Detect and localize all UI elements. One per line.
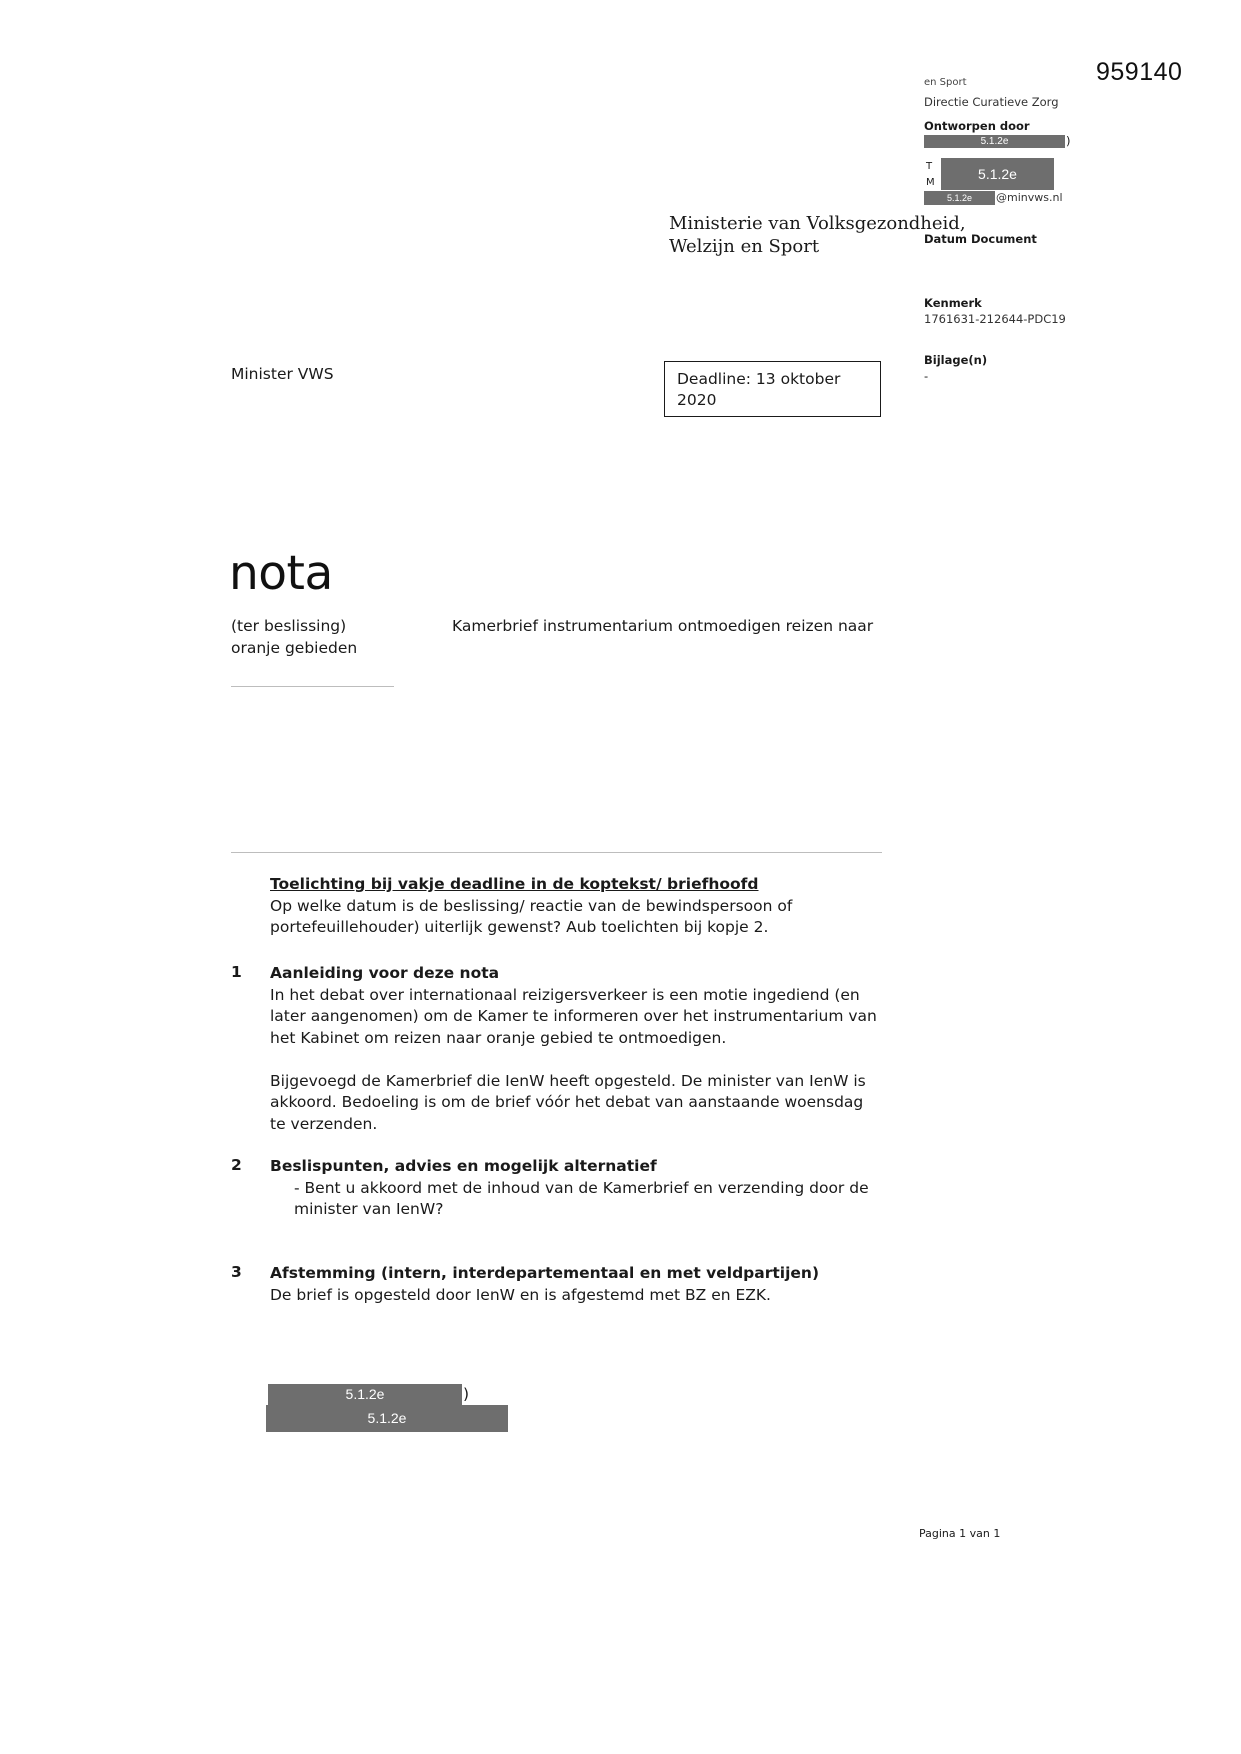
- date-document-label: Datum Document: [924, 232, 1037, 246]
- intro-line-1: Op welke datum is de beslissing/ reactie van de bewindspersoon of: [270, 896, 793, 915]
- reference-label: Kenmerk: [924, 296, 982, 310]
- section-1-p2-line-3: te verzenden.: [270, 1114, 378, 1133]
- subject-left-line-1: (ter beslissing): [231, 617, 347, 635]
- section-1-heading: Aanleiding voor deze nota: [270, 964, 500, 982]
- designed-by-paren: ): [1066, 134, 1071, 148]
- redaction-signature-1: 5.1.2e: [268, 1384, 462, 1405]
- section-3-line-1: De brief is opgesteld door IenW en is afgestemd met BZ en EZK.: [270, 1285, 771, 1304]
- ministry-line-2: Welzijn en Sport: [669, 236, 820, 257]
- mobile-label: M: [926, 177, 935, 188]
- section-1-p1-line-3: het Kabinet om reizen naar oranje gebied te ontmoedigen.: [270, 1028, 727, 1047]
- redaction-signature-2: 5.1.2e: [266, 1405, 508, 1432]
- section-3: [270, 1263, 920, 1306]
- section-1: [270, 963, 920, 1135]
- signature-paren: ): [463, 1385, 470, 1403]
- telephone-label: T: [926, 161, 933, 172]
- department: Directie Curatieve Zorg: [924, 95, 1059, 109]
- section-2-number: 2: [231, 1156, 242, 1174]
- section-3-heading: Afstemming (intern, interdepartementaal en met veldpartijen): [270, 1264, 820, 1282]
- designed-by-label: Ontworpen door: [924, 119, 1030, 133]
- short-divider: [231, 686, 394, 687]
- intro-line-2: portefeuillehouder) uiterlijk gewenst? Aub toelichten bij kopje 2.: [270, 918, 769, 936]
- ministry-line-1: Ministerie van Volksgezondheid,: [669, 213, 966, 234]
- reference-value: 1761631-212644-PDC19: [924, 312, 1066, 326]
- section-1-p2-line-1: Bijgevoegd de Kamerbrief die IenW heeft opgesteld. De minister van IenW is: [270, 1071, 866, 1090]
- section-3-number: 3: [231, 1263, 242, 1281]
- deadline-line-2: 2020: [677, 391, 717, 409]
- attachments-label: Bijlage(n): [924, 353, 988, 367]
- deadline-line-1: Deadline: 13 oktober: [677, 370, 841, 388]
- redaction-email: 5.1.2e: [924, 191, 995, 205]
- organization-cut-line: en Sport: [924, 77, 967, 88]
- section-2-heading: Beslispunten, advies en mogelijk alternatief: [270, 1157, 657, 1175]
- attachments-value: -: [924, 369, 929, 383]
- section-1-number: 1: [231, 963, 242, 981]
- email-domain: @minvws.nl: [996, 191, 1063, 204]
- subject-right: Kamerbrief instrumentarium ontmoedigen reizen naar: [452, 617, 874, 635]
- redaction-designed-by: 5.1.2e: [924, 135, 1065, 148]
- document-number: 959140: [1096, 58, 1183, 86]
- section-2-line-1: - Bent u akkoord met de inhoud van de Kamerbrief en verzending door de: [294, 1178, 869, 1197]
- redaction-phone: 5.1.2e: [941, 158, 1054, 190]
- document-title: nota: [229, 546, 333, 601]
- page-number: Pagina 1 van 1: [919, 1527, 1001, 1540]
- ministry-logo-text: [669, 212, 966, 258]
- long-divider: [231, 852, 882, 853]
- section-1-p2-line-2: akkoord. Bedoeling is om de brief vóór het debat van aanstaande woensdag: [270, 1093, 864, 1111]
- section-2-line-2: minister van IenW?: [294, 1200, 444, 1218]
- intro-block: [270, 874, 910, 939]
- subject-left-line-2: oranje gebieden: [231, 638, 358, 657]
- section-2: [270, 1156, 920, 1221]
- recipient: Minister VWS: [231, 365, 334, 383]
- section-1-p1-line-2: later aangenomen) om de Kamer te informeren over het instrumentarium van: [270, 1007, 877, 1025]
- intro-heading: Toelichting bij vakje deadline in de koptekst/ briefhoofd: [270, 875, 759, 893]
- deadline-box: [664, 361, 881, 417]
- section-1-p1-line-1: In het debat over internationaal reizigersverkeer is een motie ingediend (en: [270, 985, 860, 1004]
- subject-left: [231, 616, 357, 659]
